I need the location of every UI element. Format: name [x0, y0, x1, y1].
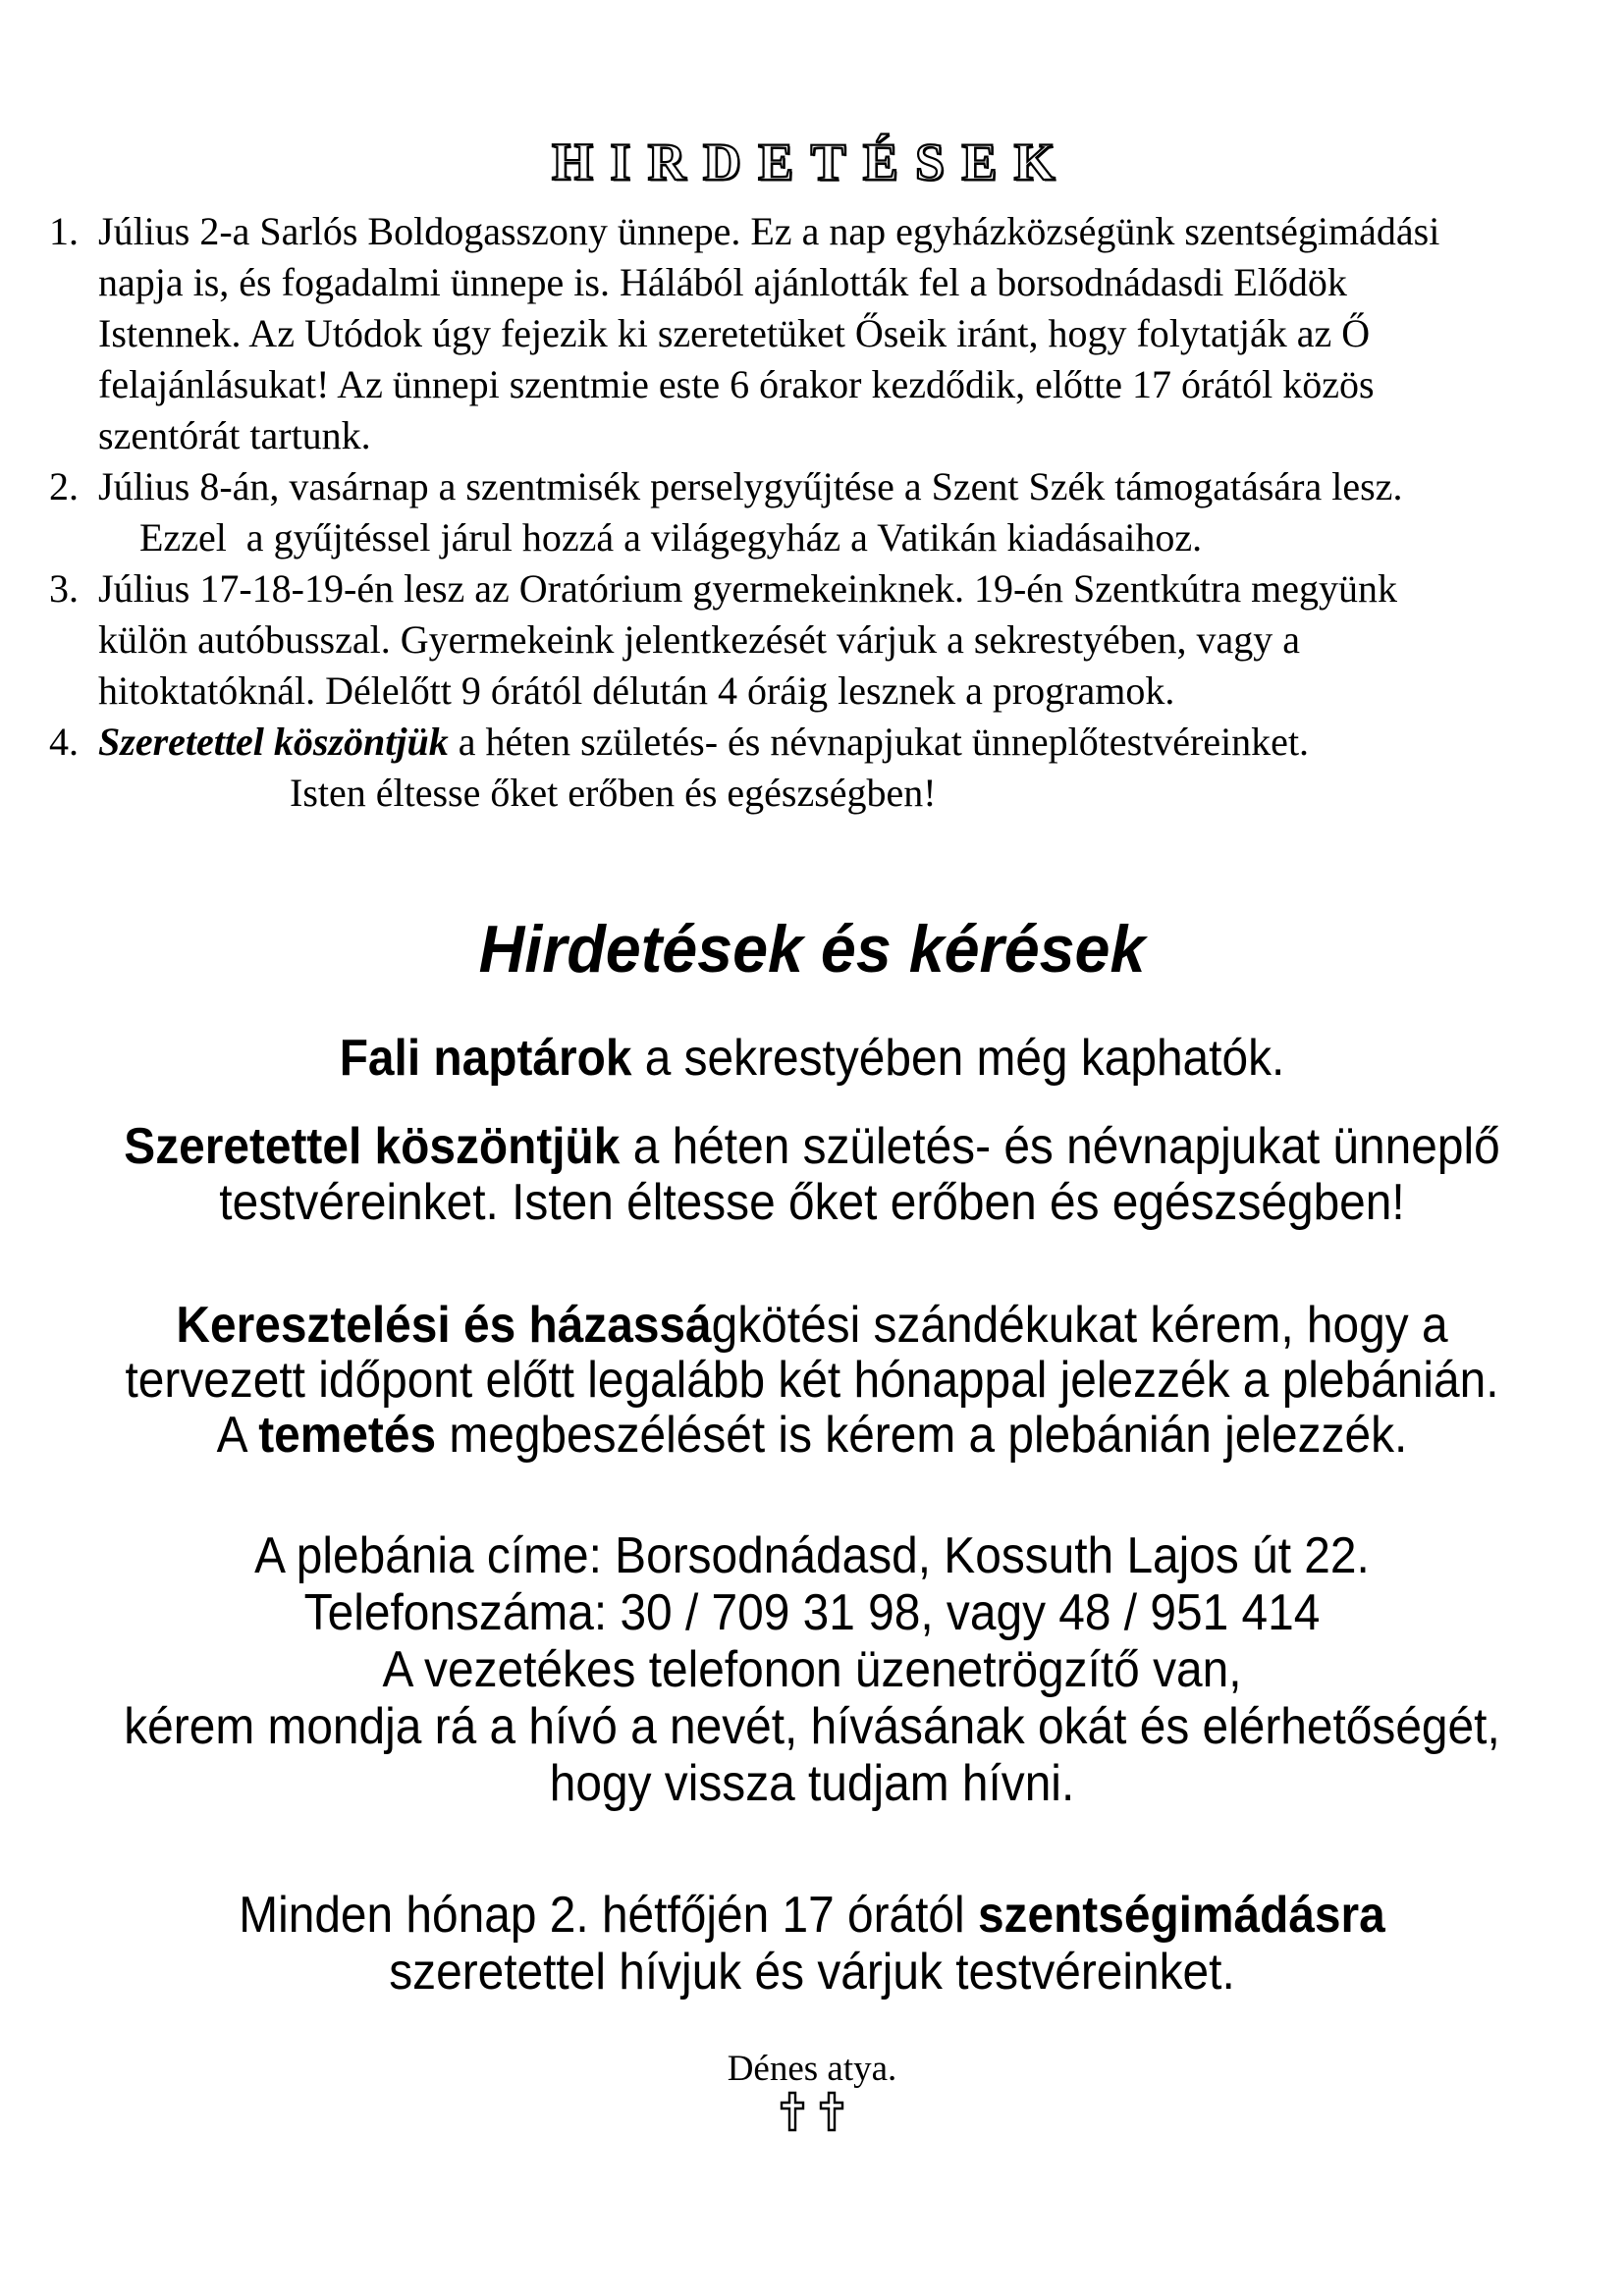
- list-item-number: 4.: [49, 720, 79, 764]
- calendar-notice-bold: Fali naptárok: [339, 1030, 632, 1087]
- list-item-3-line-2: külön autóbusszal. Gyermekeink jelentkezését várjuk a sekrestyében, vagy a: [98, 617, 1301, 662]
- ceremonies-line-2: tervezett időpont előtt legalább két hónappal jelezzék a plebánián.: [125, 1352, 1499, 1409]
- list-item-text: Július 17-18-19-én lesz az Oratórium gyermekeinknek. 19-én Szentkútra megyünk: [98, 566, 1397, 611]
- ceremonies-rest: gkötési szándékukat kérem, hogy a: [711, 1297, 1448, 1354]
- adoration-pre: Minden hónap 2. hétfőjén 17 órától: [239, 1887, 978, 1944]
- ceremonies-line-1: [65, 1298, 1559, 1353]
- contact-phone: Telefonszáma: 30 / 709 31 98, vagy 48 / 951 414: [303, 1584, 1321, 1641]
- calendar-notice-line: [65, 1029, 1559, 1088]
- list-item-1-line-1: [49, 206, 1614, 257]
- list-item-2-line-2: Ezzel a gyűjtéssel járul hozzá a világegyház a Vatikán kiadásaihoz.: [139, 515, 1203, 560]
- adoration-line-1: [65, 1887, 1559, 1944]
- cross-icon: [819, 2091, 844, 2132]
- page-title: HIRDETÉSEK: [552, 133, 1072, 191]
- list-item-3-line-1: [49, 563, 1614, 614]
- list-item-1-line-2: napja is, és fogadalmi ünnepe is. Hálából ajánlották fel a borsodnádasdi Elődök: [98, 260, 1347, 304]
- list-item: [49, 717, 1614, 819]
- ceremonies-line-3: [65, 1408, 1559, 1463]
- list-item-text: a héten születés- és névnapjukat ünneplőtestvéreinket.: [448, 720, 1310, 764]
- adoration-paragraph: [0, 1887, 1624, 2001]
- cross-icon: [780, 2091, 805, 2132]
- list-item-number: 1.: [49, 209, 79, 253]
- list-item: [49, 563, 1614, 717]
- section-heading-text: Hirdetések és kérések: [478, 912, 1146, 987]
- adoration-line-2: szeretettel hívjuk és várjuk testvéreinket.: [389, 1944, 1235, 2001]
- list-item-4-lead: Szeretettel köszöntjük: [98, 720, 449, 764]
- adoration-bold: szentségimádásra: [977, 1887, 1385, 1944]
- list-item: [49, 461, 1614, 563]
- ceremonies-line-3-rest: megbeszélését is kérem a plebánián jelezzék.: [436, 1407, 1408, 1464]
- ceremonies-line-3-pre: A: [216, 1407, 259, 1464]
- funeral-bold: temetés: [258, 1407, 437, 1464]
- list-item-text: Július 2-a Sarlós Boldogasszony ünnepe. Ez a nap egyházközségünk szentségimádási: [98, 209, 1440, 253]
- calendar-notice: [0, 1029, 1624, 1088]
- list-item-1-line-3: Istennek. Az Utódok úgy fejezik ki szeretetüket Őseik iránt, hogy folytatják az Ő: [98, 311, 1371, 355]
- signature: Dénes atya.: [727, 2049, 897, 2089]
- list-item-3-line-3: hitoktatóknál. Délelőtt 9 órától délután 4 óráig lesznek a programok.: [98, 668, 1175, 713]
- greeting-bold: Szeretettel köszöntjük: [124, 1118, 621, 1175]
- list-item-4-line-1: [49, 717, 1614, 768]
- list-item-2-line-1: [49, 461, 1614, 512]
- greeting-line-2: testvéreinket. Isten éltesse őket erőben és egészségben!: [219, 1174, 1405, 1231]
- section-heading: [0, 913, 1624, 987]
- list-item-4-line-2: Isten éltesse őket erőben és egészségben!: [290, 771, 937, 815]
- list-item-number: 2.: [49, 464, 79, 508]
- calendar-notice-rest: a sekrestyében még kaphatók.: [631, 1030, 1285, 1087]
- contact-answering-machine: A vezetékes telefonon üzenetrögzítő van,: [382, 1641, 1242, 1698]
- list-item-1-line-5: szentórát tartunk.: [98, 413, 371, 457]
- list-item-1-line-4: felajánlásukat! Az ünnepi szentmie este 6 órakor kezdődik, előtte 17 órától közös: [98, 362, 1375, 406]
- announcement-list: [49, 206, 1614, 819]
- contact-address: A plebánia címe: Borsodnádasd, Kossuth Lajos út 22.: [254, 1527, 1370, 1584]
- greeting-paragraph: [0, 1119, 1624, 1231]
- greeting-line-1: [65, 1119, 1559, 1175]
- contact-callback: hogy vissza tudjam hívni.: [549, 1755, 1075, 1812]
- ceremonies-bold: Keresztelési és házassá: [176, 1297, 712, 1354]
- ceremonies-paragraph: [0, 1298, 1624, 1463]
- contact-caller-request: kérem mondja rá a hívó a nevét, hívásának okát és elérhetőségét,: [124, 1698, 1500, 1755]
- greeting-rest: a héten születés- és névnapjukat ünneplő: [620, 1118, 1500, 1175]
- list-item-text: Július 8-án, vasárnap a szentmisék perselygyűjtése a Szent Szék támogatására lesz.: [98, 464, 1403, 508]
- list-item: [49, 206, 1614, 461]
- contact-paragraph: [0, 1527, 1624, 1812]
- list-item-number: 3.: [49, 566, 79, 611]
- crosses-row: [0, 2091, 1624, 2132]
